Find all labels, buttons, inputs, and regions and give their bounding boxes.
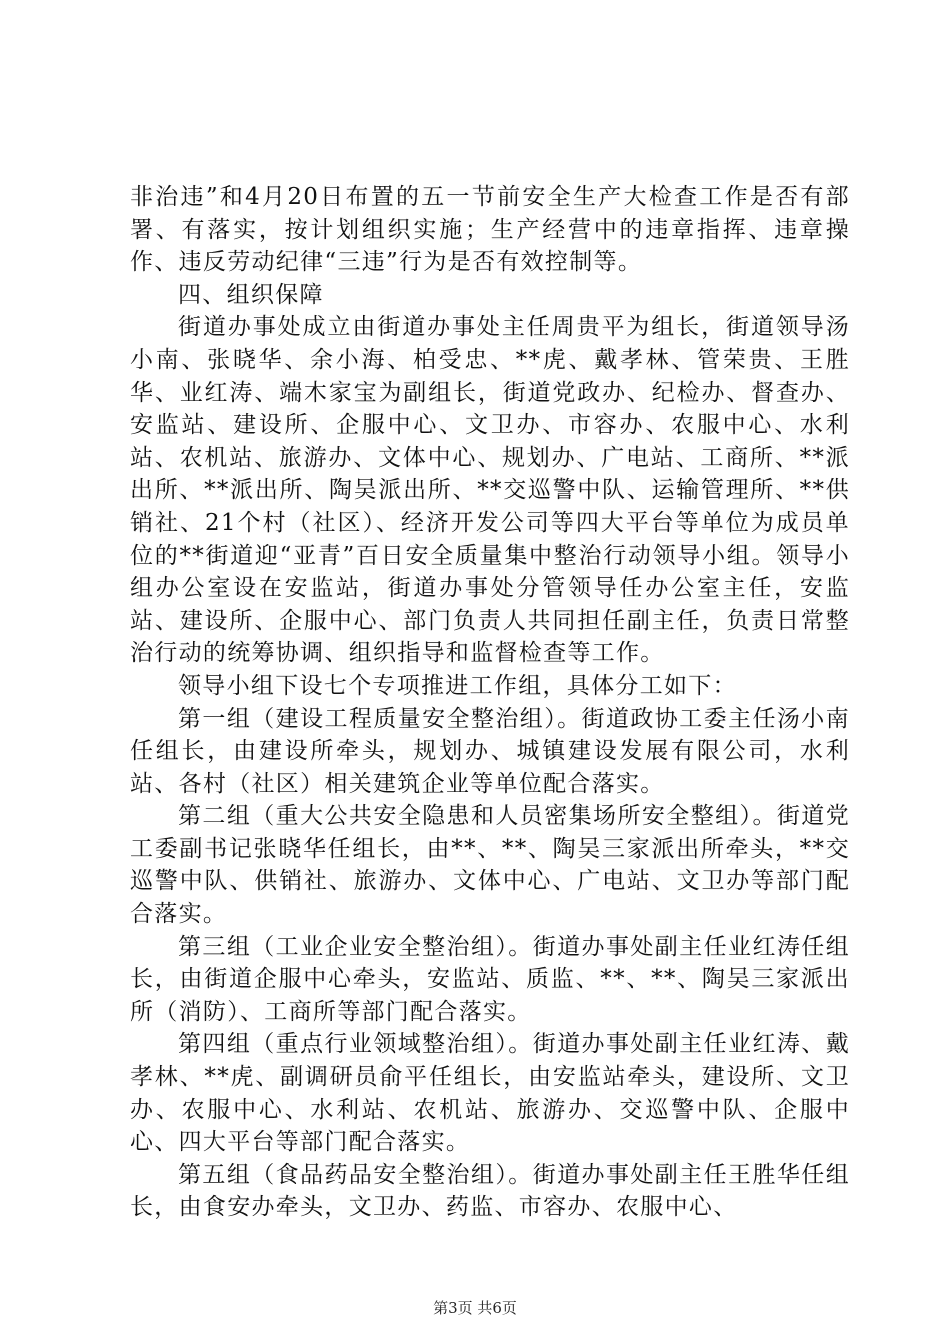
document-body	[130, 181, 850, 1224]
paragraph-working-groups-intro: 领导小组下设七个专项推进工作组，具体分工如下：	[178, 672, 737, 699]
paragraph-group-3: 第三组（工业企业安全整治组）。街道办事处副主任业红涛任组长，由街道企服中心牵头，安监站、质监、**、**、陶吴三家派出所（消防）、工商所等部门配合落实。	[130, 933, 850, 1025]
paragraph-leadership-group: 街道办事处成立由街道办事处主任周贵平为组长，街道领导汤小南、张晓华、余小海、柏受忠、**虎、戴孝林、管荣贵、王胜华、业红涛、端木家宝为副组长，街道党政办、纪检办、督查办、安监站、建设所、企服中心、文卫办、市容办、农服中心、水利站、农机站、旅游办、文体中心、规划办、广电站、工商所、**派出所、**派出所、陶吴派出所、**交巡警中队、运输管理所、**供销社、21个村（社区）、经济开发公司等四大平台等单位为成员单位的**街道迎“亚青”百日安全质量集中整治行动领导小组。领导小组办公室设在安监站，街道办事处分管领导任办公室主任，安监站、建设所、企服中心、部门负责人共同担任副主任，负责日常整治行动的统筹协调、组织指导和监督检查等工作。	[130, 314, 850, 667]
section-heading-organization: 四、组织保障	[178, 281, 324, 308]
paragraph-group-5: 第五组（食品药品安全整治组）。街道办事处副主任王胜华任组长，由食安办牵头，文卫办、药监、市容办、农服中心、	[130, 1161, 850, 1221]
paragraph-continuation: 非治违”和4月20日布置的五一节前安全生产大检查工作是否有部署、有落实，按计划组织实施；生产经营中的违章指挥、违章操作、违反劳动纪律“三违”行为是否有效控制等。	[130, 184, 850, 276]
paragraph-group-1: 第一组（建设工程质量安全整治组）。街道政协工委主任汤小南任组长，由建设所牵头，规划办、城镇建设发展有限公司，水利站、各村（社区）相关建筑企业等单位配合落实。	[130, 705, 850, 797]
paragraph-group-2: 第二组（重大公共安全隐患和人员密集场所安全整组）。街道党工委副书记张晓华任组长，由**、**、陶吴三家派出所牵头，**交巡警中队、供销社、旅游办、文体中心、广电站、文卫办等部门配合落实。	[130, 803, 850, 928]
paragraph-group-4: 第四组（重点行业领域整治组）。街道办事处副主任业红涛、戴孝林、**虎、副调研员俞平任组长，由安监站牵头，建设所、文卫办、农服中心、水利站、农机站、旅游办、交巡警中队、企服中心、四大平台等部门配合落实。	[130, 1031, 850, 1156]
page-number-footer: 第3页 共6页	[433, 1299, 517, 1317]
